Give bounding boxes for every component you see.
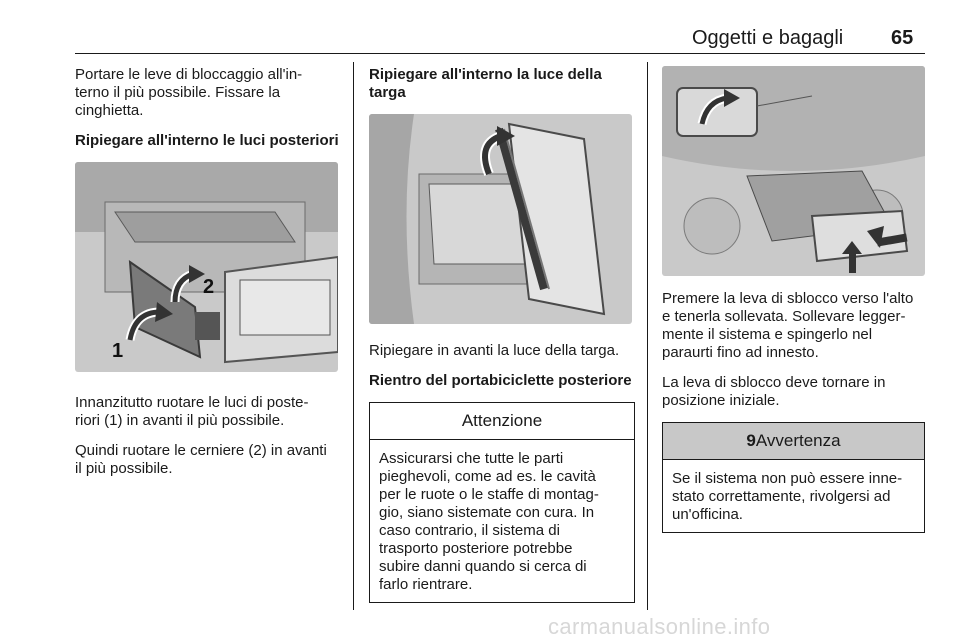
- paragraph-rotate-hinges: Quindi ruotare le cerniere (2) in avanti il più possibile.: [75, 442, 327, 477]
- figure-tail-lights: [75, 162, 338, 372]
- figure-plate-light: [369, 114, 632, 324]
- caution-title: Attenzione: [370, 403, 634, 440]
- heading-fold-tail-lights: Ripiegare all'interno le luci posteriori: [75, 132, 339, 149]
- figure-callout-2: 2: [203, 276, 215, 298]
- column-divider: [353, 62, 354, 610]
- figure-release-lever: [662, 66, 925, 276]
- header-rule: [75, 53, 925, 54]
- column-1: [75, 66, 345, 490]
- paragraph-press-lever: Premere la leva di sblocco verso l'alto e tenerla sollevata. Sollevare legger- mente il sistema e spingerlo nel paraurti fino ad innesto.: [662, 290, 914, 361]
- column-2: [369, 66, 635, 603]
- caution-text: Assicurarsi che tutte le parti pieghevoli, come ad es. le cavità per le ruote o le staffe di montag- gio, siano sistemate con cura. In caso contrario, il sistema di trasporto posteriore potrebbe subire danni quando si cerca di farlo rientrare.: [379, 450, 599, 593]
- paragraph-fold-plate-light: Ripiegare in avanti la luce della targa.: [369, 342, 620, 359]
- heading-retract-carrier: Rientro del portabiciclette posteriore: [369, 372, 632, 389]
- watermark: carmanualsonline.info: [548, 614, 771, 639]
- section-title: Oggetti e bagagli: [692, 27, 844, 49]
- heading-fold-plate-light: Ripiegare all'interno la luce della targa: [369, 66, 602, 101]
- warning-box: [662, 422, 925, 533]
- warning-title: Avvertenza: [755, 431, 841, 450]
- warning-icon: 9: [746, 431, 756, 450]
- plate-light-illustration: [369, 114, 632, 324]
- column-divider: [647, 62, 648, 610]
- paragraph-rotate-lights: Innanzitutto ruotare le luci di poste- riori (1) in avanti il più possibile.: [75, 394, 309, 429]
- warning-text: Se il sistema non può essere inne- stato correttamente, rivolgersi ad un'officina.: [672, 470, 903, 523]
- release-lever-illustration: [662, 66, 925, 276]
- paragraph-lever-return: La leva di sblocco deve tornare in posizione iniziale.: [662, 374, 886, 409]
- warning-header: [663, 423, 924, 460]
- intro-paragraph: Portare le leve di bloccaggio all'in- terno il più possibile. Fissare la cinghietta.: [75, 66, 303, 119]
- column-3: [662, 66, 930, 533]
- page-number: 65: [891, 27, 914, 49]
- caution-box: [369, 402, 635, 603]
- figure-callout-1: 1: [112, 340, 124, 362]
